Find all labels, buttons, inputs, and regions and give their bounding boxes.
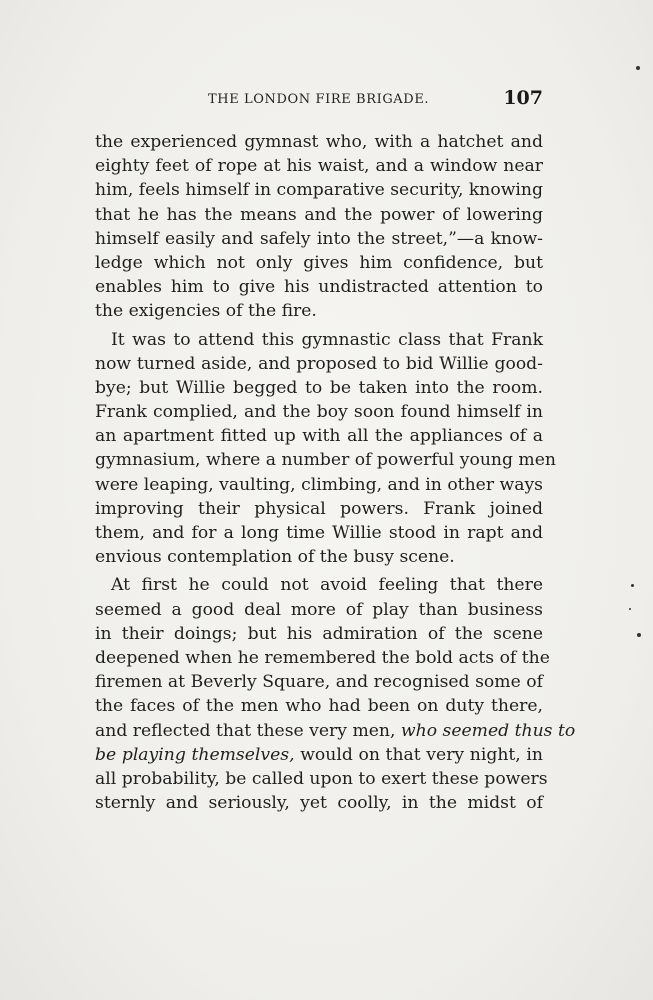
italic-phrase: be playing themselves, (95, 744, 295, 765)
text-line: now turned aside, and proposed to bid Willie good- (95, 353, 543, 374)
text-line: eighty feet of rope at his waist, and a window near (95, 156, 543, 177)
text-line: ledge which not only gives him confidence, but (95, 252, 543, 273)
text-line (95, 719, 576, 743)
text-line: improving their physical powers. Frank joined (95, 498, 543, 519)
text-line: an apartment fitted up with all the appliances of a (95, 426, 543, 447)
margin-speck (636, 66, 640, 70)
page-number: 107 (503, 87, 543, 109)
running-head: THE LONDON FIRE BRIGADE. (208, 92, 430, 107)
body-text (95, 130, 576, 815)
text-line (95, 743, 543, 767)
text-line: envious contemplation of the busy scene. (95, 547, 455, 568)
text-line: sternly and seriously, yet coolly, in the midst of (95, 793, 543, 814)
text-line: the experienced gymnast who, with a hatchet and (95, 132, 543, 152)
italic-phrase: who seemed thus to (400, 720, 576, 741)
margin-speck (631, 584, 634, 587)
text-line: in their doings; but his admiration of the scene (95, 623, 543, 644)
page-header (95, 89, 543, 113)
margin-speck (637, 633, 641, 637)
text-line: gymnasium, where a number of powerful young men (95, 450, 556, 471)
text-line: them, and for a long time Willie stood in rapt and (95, 523, 543, 543)
text-line: all probability, be called upon to exert these powers (95, 768, 548, 789)
text-line: were leaping, vaulting, climbing, and in other ways (95, 474, 543, 495)
text-line: deepened when he remembered the bold acts of the (95, 647, 550, 668)
text-line: bye; but Willie begged to be taken into the room. (95, 377, 543, 398)
text-line: Frank complied, and the boy soon found himself in (95, 402, 543, 423)
paragraph-3 (95, 573, 576, 815)
paragraph-1 (95, 130, 543, 324)
text-line: the faces of the men who had been on duty there, (95, 696, 543, 717)
text-line-start: and reflected that these very men, (95, 720, 396, 741)
paragraph-2 (95, 328, 556, 570)
text-line: himself easily and safely into the street,”—a know- (95, 228, 543, 249)
text-line: him, feels himself in comparative security, knowing (95, 180, 543, 201)
text-line: At first he could not avoid feeling that there (111, 575, 543, 596)
text-line-end: would on that very night, in (300, 744, 543, 765)
text-line: firemen at Beverly Square, and recognised some of (95, 672, 543, 693)
text-line: enables him to give his undistracted attention to (95, 277, 543, 298)
text-line: that he has the means and the power of lowering (95, 204, 543, 225)
text-line: the exigencies of the fire. (95, 301, 317, 322)
text-line: It was to attend this gymnastic class that Frank (111, 329, 543, 350)
text-line: seemed a good deal more of play than business (95, 599, 543, 620)
margin-speck (629, 608, 631, 610)
